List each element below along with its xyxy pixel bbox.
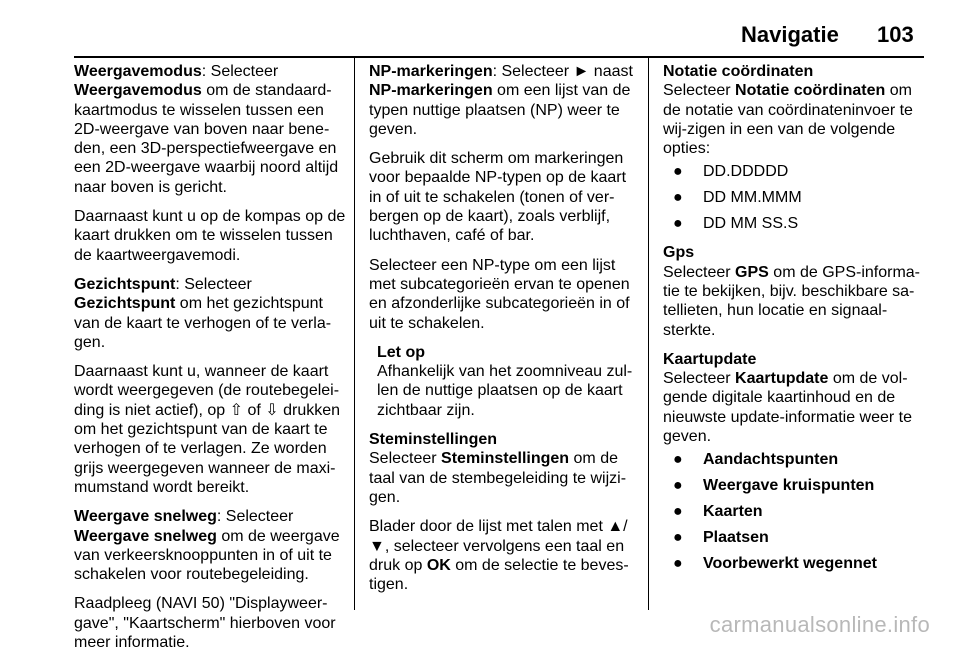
selecteer-paragraph: Selecteer een NP-type om een lijst met subcategorieën ervan te openen en afzonderlijke subcategorieën in of uit te schakelen.	[369, 256, 630, 332]
bullet-icon: ●	[673, 528, 683, 546]
notatie-options-list	[663, 162, 931, 233]
gebruik-paragraph: Gebruik dit scherm om markeringen voor bepaalde NP-typen op de kaart in of uit te schakelen (tonen of ver-bergen op de kaart), zoals verblijf, luchthaven, café of bar.	[369, 150, 627, 245]
gps-term: GPS	[735, 263, 769, 281]
gps-paragraph: Gps Selecteer GPS om de GPS-informa-tie te bekijken, bijv. beschikbare sa-tellieten, hun locatie en signaal-sterkte.	[663, 244, 920, 339]
column-divider-1	[354, 56, 355, 610]
np-body: om een lijst van de typen nuttige plaatsen (NP) weer te geven.	[369, 82, 631, 138]
bullet-icon: ●	[673, 451, 683, 469]
snelweg-paragraph: Weergave snelweg: Selecteer Weergave snelweg om de weergave van verkeersknooppunten in of uit te schakelen voor routebegeleiding.	[74, 508, 340, 584]
snelweg-term-2: Weergave snelweg	[74, 527, 217, 545]
list-item: ● DD.DDDDD	[673, 163, 789, 181]
kaart-paragraph: Kaartupdate Selecteer Kaartupdate om de vol-gende digitale kaartinhoud en de nieuwste update-informatie weer te geven.	[663, 350, 913, 446]
header-rule	[74, 56, 924, 58]
gezichtspunt-paragraph: Gezichtspunt: Selecteer Gezichtspunt om het gezichtspunt van de kaart te verhogen of te verla-gen.	[74, 275, 332, 351]
weergavemodus-term-2: Weergavemodus	[74, 82, 202, 100]
note-title: Let op	[377, 343, 425, 361]
snelweg-term: Weergave snelweg	[74, 508, 217, 526]
np-term: NP-markeringen	[369, 63, 493, 80]
stem-term: Steminstellingen	[441, 450, 570, 468]
notatie-heading: Notatie coördinaten	[663, 63, 814, 80]
stem-heading: Steminstellingen	[369, 431, 498, 449]
note-box	[369, 343, 637, 420]
column-2	[369, 62, 637, 604]
bullet-icon: ●	[673, 163, 683, 181]
ok-term: OK	[426, 556, 451, 574]
kaart-term: Kaartupdate	[735, 370, 829, 388]
list-item: ● Plaatsen	[673, 528, 769, 546]
column-divider-2	[648, 56, 649, 610]
gezichtspunt-term: Gezichtspunt	[74, 275, 176, 293]
weergavemodus-body: om de standaard-kaartmodus te wisselen tussen een 2D-weergave van boven naar bene-den, een 3D-perspectiefweergave en een 2D-weergave waarbij noord altijd naar boven is gericht.	[74, 82, 339, 196]
watermark: carmanualsonline.info	[709, 612, 930, 637]
bullet-icon: ●	[673, 502, 683, 520]
weergavemodus-paragraph: Weergavemodus: Selecteer Weergavemodus om de standaard-kaartmodus te wisselen tussen een 2D-weergave van boven naar bene-den, een 3D-perspectiefweergave en een 2D-weergave waarbij noord altijd naar boven is gericht.	[74, 63, 339, 196]
stem-paragraph: Steminstellingen Selecteer Steminstellingen om de taal van de stembegeleiding te wijzi-gen.	[369, 431, 627, 506]
list-item: ● DD MM SS.S	[673, 215, 799, 233]
list-item: ● Kaarten	[673, 502, 763, 520]
kaart-options-list	[663, 450, 931, 572]
bullet-icon: ●	[673, 554, 683, 572]
daarnaast-paragraph: Daarnaast kunt u, wanneer de kaart wordt weergegeven (de routebegelei-ding is niet actief), op ⇧ of ⇩ drukken om het gezichtspunt van de kaart te verhogen of te verlagen. Ze worden grijs weergegeven wanneer de maxi-mumstand wordt bereikt.	[74, 363, 341, 496]
kaart-heading: Kaartupdate	[663, 350, 757, 368]
list-item: ● Voorbewerkt wegennet	[673, 554, 877, 572]
gps-heading: Gps	[663, 244, 695, 262]
list-item: ● Weergave kruispunten	[673, 477, 875, 495]
snelweg-body: om de weergave van verkeersknooppunten in of uit te schakelen voor routebegeleiding.	[74, 527, 340, 584]
weergavemodus-term: Weergavemodus	[74, 63, 202, 80]
page-header	[0, 0, 960, 56]
np-term-2: NP-markeringen	[369, 82, 493, 100]
bullet-icon: ●	[673, 189, 683, 207]
page-number: 103	[877, 22, 914, 47]
gezichtspunt-body: om het gezichtspunt van de kaart te verhogen of te verla-gen.	[74, 295, 332, 351]
notatie-paragraph: Notatie coördinaten Selecteer Notatie coördinaten om de notatie van coördinateninvoer te wij-zigen in een van de volgende opties:	[663, 63, 913, 158]
notatie-term: Notatie coördinaten	[735, 82, 886, 100]
column-3	[663, 62, 931, 583]
list-item: ● DD MM.MMM	[673, 189, 802, 207]
list-item: ● Aandachtspunten	[673, 451, 839, 469]
raadpleeg-paragraph: Raadpleeg (NAVI 50) "Displayweer-gave", "Kaartscherm" hierboven voor meer informatie.	[74, 595, 336, 652]
kompas-paragraph: Daarnaast kunt u op de kompas op de kaart drukken om te wisselen tussen de kaartweergavemodi.	[74, 208, 346, 264]
np-paragraph: NP-markeringen: Selecteer ► naast NP-markeringen om een lijst van de typen nuttige plaatsen (NP) weer te geven.	[369, 63, 633, 138]
gezichtspunt-term-2: Gezichtspunt	[74, 295, 176, 313]
column-1	[74, 62, 346, 662]
section-title: Navigatie	[741, 22, 839, 47]
blader-paragraph: Blader door de lijst met talen met ▲/ ▼, selecteer vervolgens een taal en druk op OK om de selectie te beves-tigen.	[369, 518, 629, 594]
bullet-icon: ●	[673, 477, 683, 495]
note-body: Afhankelijk van het zoomniveau zul-len de nuttige plaatsen op de kaart zichtbaar zijn.	[377, 363, 633, 419]
bullet-icon: ●	[673, 215, 683, 233]
